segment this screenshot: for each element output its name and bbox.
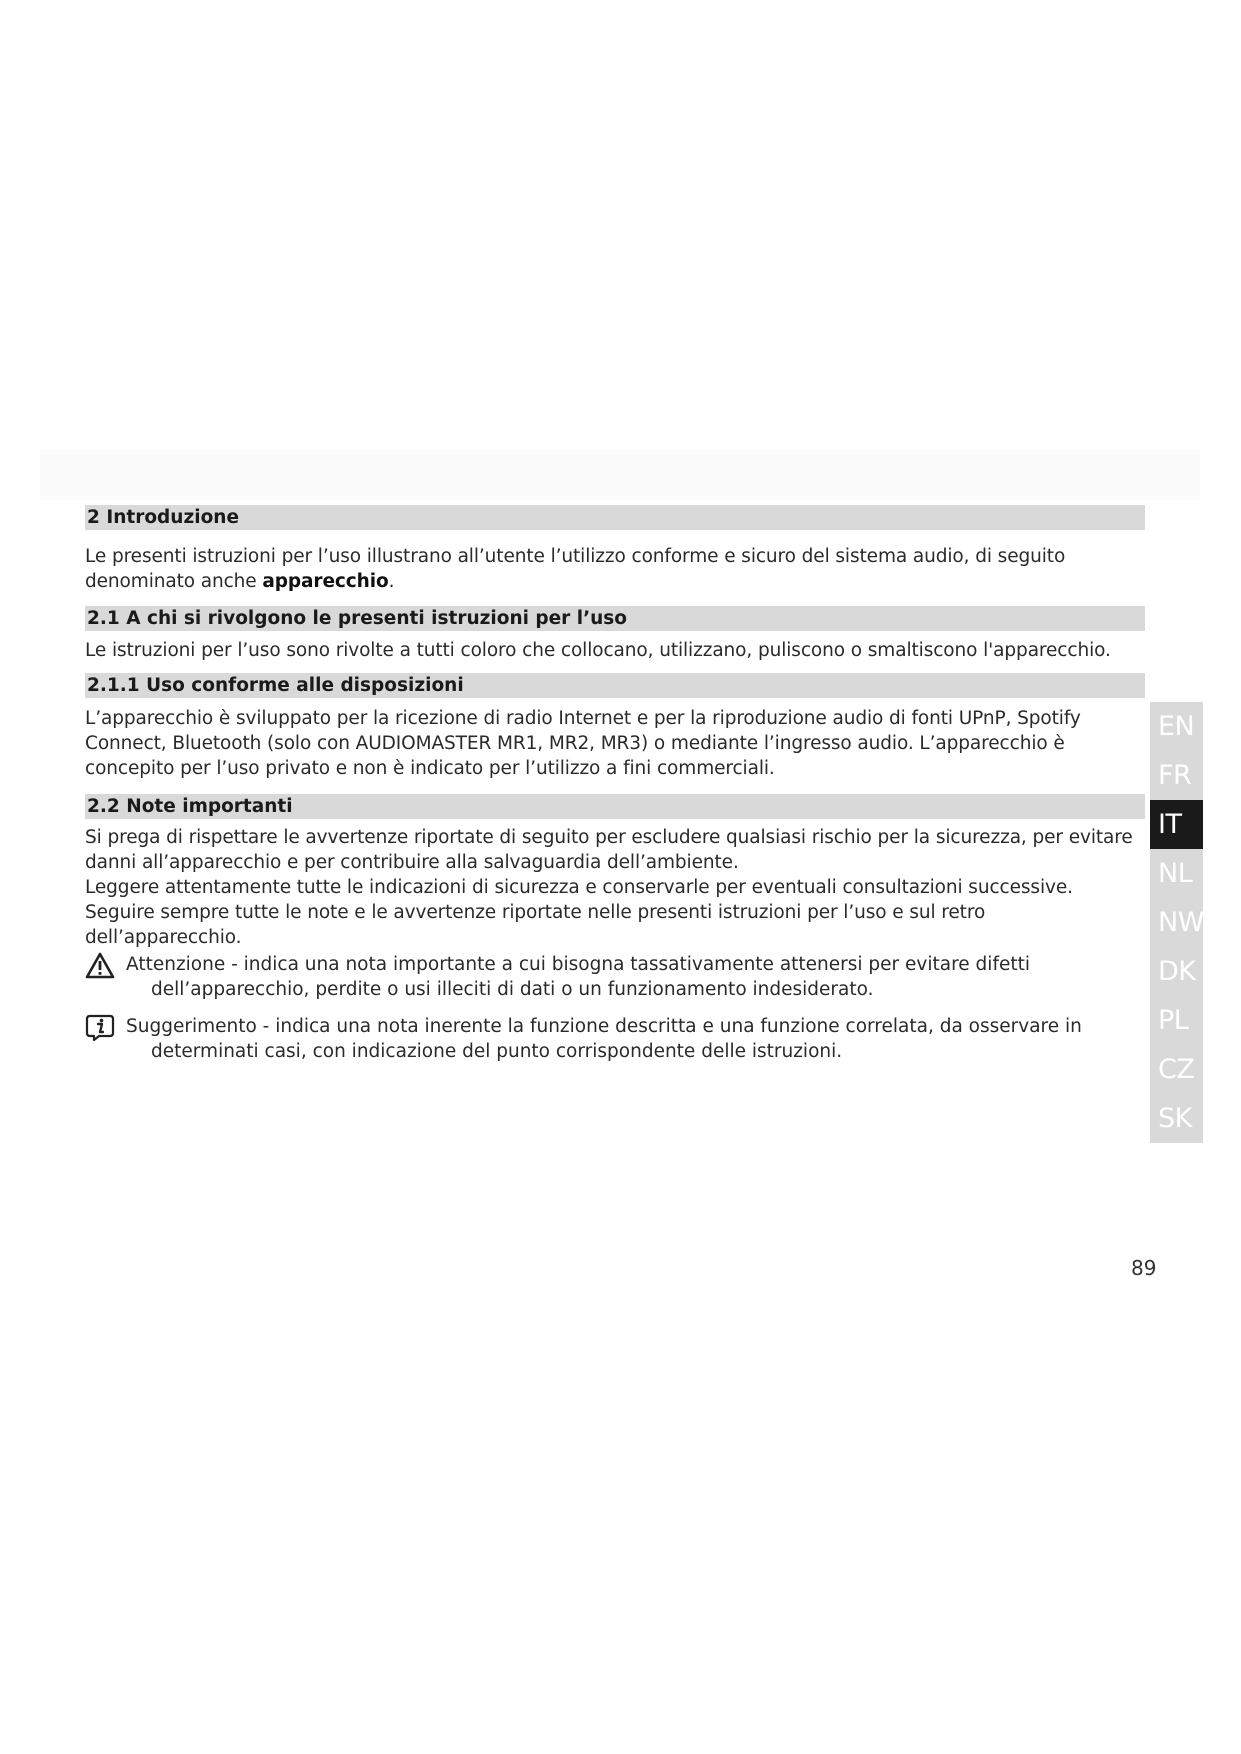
intro-text-end: . [388, 571, 395, 592]
tip-line-2: determinati casi, con indicazione del punto corrispondente delle istruzioni. [151, 1041, 843, 1062]
intro-bold-term: apparecchio [262, 571, 389, 592]
info-icon [85, 1014, 115, 1042]
scan-band [40, 450, 1200, 500]
warning-note [85, 952, 1145, 1002]
language-tab-pl[interactable]: PL [1158, 1005, 1189, 1036]
warning-triangle-icon [85, 952, 115, 980]
language-tab-dk[interactable]: DK [1158, 956, 1196, 987]
language-tab-en[interactable]: EN [1158, 711, 1195, 742]
document-content [85, 505, 1145, 1064]
notes-paragraph-1: Si prega di rispettare le avvertenze riportate di seguito per escludere qualsiasi rischio per la sicurezza, per evitare danni all’apparecchio e per contribuire alla salvaguardia dell’ambiente. [85, 827, 1133, 873]
tip-note [85, 1014, 1145, 1064]
notes-paragraph-2: Leggere attentamente tutte le indicazioni di sicurezza e conservarle per eventuali consultazioni successive. [85, 877, 1073, 898]
section-heading-intro: 2 Introduzione [85, 505, 1145, 530]
section-heading-intended-use: 2.1.1 Uso conforme alle disposizioni [85, 673, 1145, 698]
intro-text: Le presenti istruzioni per l’uso illustrano all’utente l’utilizzo conforme e sicuro del sistema audio, di seguito denominato anche [85, 546, 1066, 592]
language-tab-fr[interactable]: FR [1158, 760, 1192, 791]
audience-paragraph: Le istruzioni per l’uso sono rivolte a tutti coloro che collocano, utilizzano, puliscono o smaltiscono l'apparecchio. [85, 640, 1111, 661]
tip-line-1: Suggerimento - indica una nota inerente la funzione descritta e una funzione correlata, da osservare in [126, 1016, 1082, 1037]
language-tab-nw[interactable]: NW [1158, 907, 1204, 938]
warning-line-2: dell’apparecchio, perdite o usi illeciti di dati o un funzionamento indesiderato. [151, 979, 874, 1000]
intended-use-paragraph: L’apparecchio è sviluppato per la ricezione di radio Internet e per la riproduzione audio di fonti UPnP, Spotify Connect, Bluetooth (solo con AUDIOMASTER MR1, MR2, MR3) o mediante l’ingresso audio. L’apparecchio è concepito per l’uso privato e non è indicato per l’utilizzo a fini commerciali. [85, 708, 1081, 779]
language-tab-cz[interactable]: CZ [1158, 1054, 1195, 1085]
intro-paragraph [85, 544, 1145, 594]
language-tab-bar [1150, 702, 1203, 1143]
section-heading-notes: 2.2 Note importanti [85, 794, 1145, 819]
section-heading-audience: 2.1 A chi si rivolgono le presenti istruzioni per l’uso [85, 606, 1145, 631]
language-tab-sk[interactable]: SK [1158, 1103, 1192, 1134]
page-number: 89 [1131, 1256, 1157, 1280]
language-tab-it[interactable]: IT [1150, 800, 1203, 849]
language-tab-nl[interactable]: NL [1158, 858, 1193, 889]
notes-paragraph-3: Seguire sempre tutte le note e le avvertenze riportate nelle presenti istruzioni per l’uso e sul retro dell’apparecchio. [85, 902, 986, 948]
warning-line-1: Attenzione - indica una nota importante a cui bisogna tassativamente attenersi per evitare difetti [126, 954, 1030, 975]
